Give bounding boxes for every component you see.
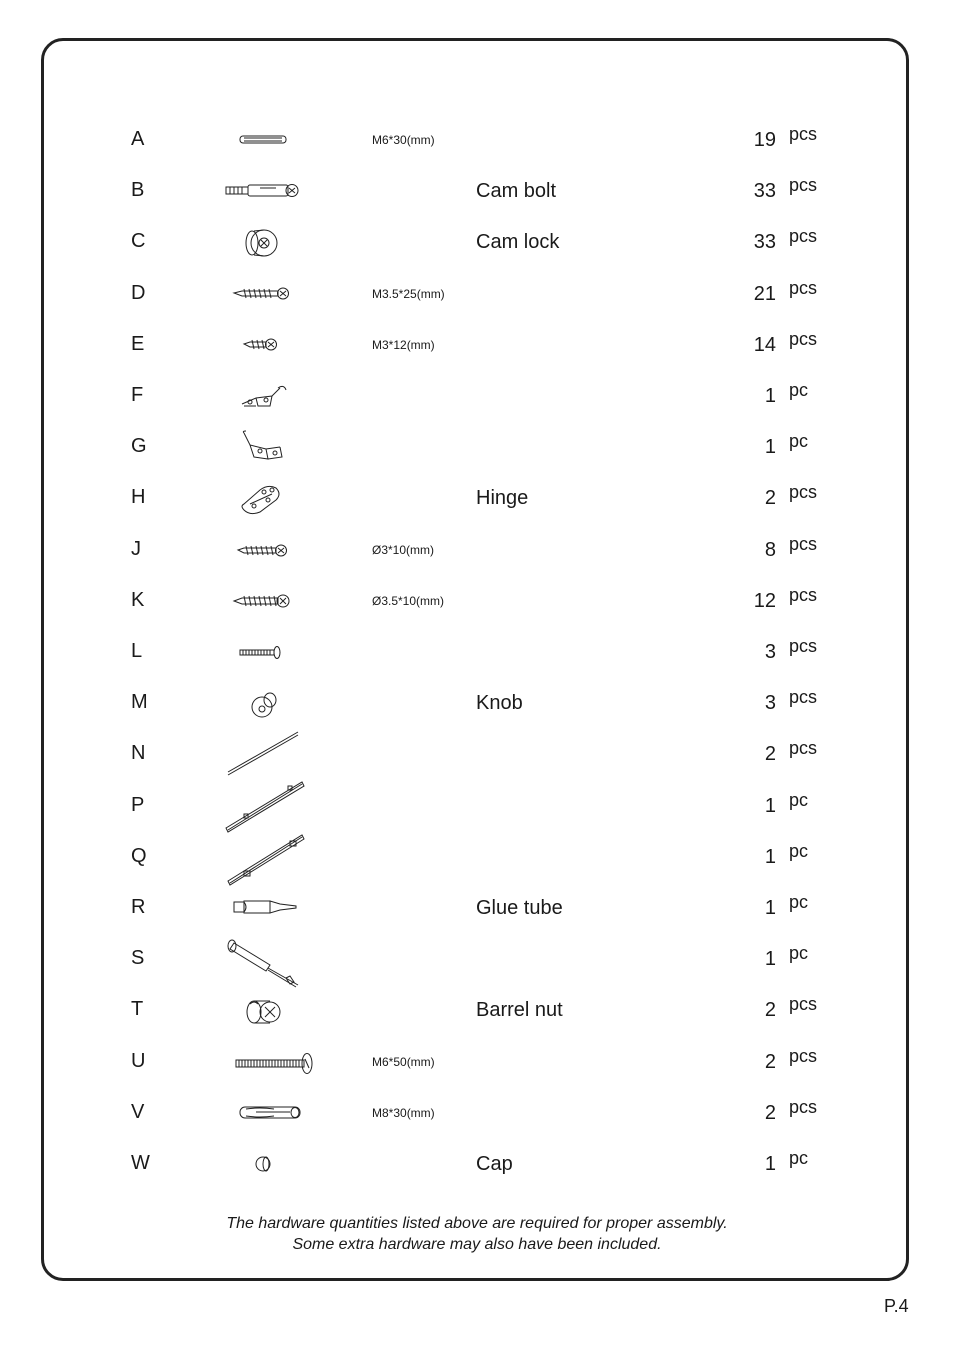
part-quantity: 1 — [764, 897, 776, 919]
hardware-row — [0, 888, 954, 928]
part-letter: C — [131, 230, 146, 253]
part-quantity: 8 — [764, 538, 776, 561]
hardware-row — [0, 171, 954, 211]
part-unit: pcs — [789, 994, 818, 1015]
part-unit: pcs — [789, 584, 818, 605]
barrel-nut-icon — [220, 990, 315, 1030]
part-quantity: 1 — [764, 385, 776, 407]
part-unit: pc — [789, 943, 809, 964]
hardware-row — [0, 786, 954, 826]
part-unit: pcs — [789, 533, 818, 554]
knob-icon — [220, 683, 315, 723]
cam-lock-icon — [220, 222, 315, 262]
part-unit: pcs — [789, 687, 818, 708]
part-spec: Ø3*10(mm) — [372, 542, 435, 557]
screw-j-icon — [220, 530, 315, 570]
bracket-g-icon — [220, 427, 315, 467]
part-name: Cam bolt — [476, 180, 557, 203]
part-spec: M6*30(mm) — [372, 133, 435, 147]
part-spec: M6*50(mm) — [372, 1054, 435, 1069]
part-unit: pcs — [789, 124, 818, 144]
part-letter: J — [131, 537, 141, 560]
part-quantity: 2 — [764, 1050, 776, 1073]
part-quantity: 3 — [764, 692, 776, 715]
rod-icon — [220, 734, 315, 774]
part-unit: pcs — [789, 738, 818, 759]
part-letter: E — [131, 332, 145, 355]
part-quantity: 2 — [764, 487, 776, 510]
hardware-row — [0, 427, 954, 467]
part-quantity: 1 — [764, 436, 776, 459]
large-dowel-icon — [220, 1093, 315, 1133]
part-letter: D — [131, 281, 146, 304]
part-name: Cam lock — [476, 231, 560, 254]
hardware-row — [0, 325, 954, 365]
part-quantity: 19 — [753, 129, 776, 151]
part-name: Barrel nut — [476, 999, 563, 1022]
hardware-row — [0, 120, 954, 160]
part-spec: M3*12(mm) — [372, 337, 435, 352]
part-letter: S — [131, 947, 145, 970]
hinge-icon — [220, 478, 315, 518]
hardware-row — [0, 632, 954, 672]
hardware-row — [0, 274, 954, 314]
part-letter: M — [131, 691, 148, 714]
part-letter: V — [131, 1100, 145, 1123]
part-quantity: 1 — [764, 794, 776, 817]
part-quantity: 1 — [764, 845, 776, 868]
hardware-row — [0, 683, 954, 723]
part-unit: pc — [789, 431, 809, 452]
part-quantity: 1 — [764, 1153, 776, 1175]
assembly-note-line-1: The hardware quantities listed above are required for proper assembly. — [226, 1215, 728, 1232]
wood-dowel-icon — [220, 120, 315, 160]
part-letter: W — [131, 1152, 150, 1174]
part-unit: pcs — [789, 636, 818, 656]
part-quantity: 2 — [764, 1101, 776, 1124]
part-quantity: 3 — [764, 641, 776, 663]
part-unit: pc — [789, 789, 809, 810]
part-letter: N — [131, 742, 146, 765]
part-unit: pcs — [789, 1045, 818, 1066]
part-letter: G — [131, 435, 147, 458]
screw-k-icon — [220, 581, 315, 621]
machine-screw-icon — [220, 632, 315, 672]
part-letter: A — [131, 128, 145, 150]
part-letter: K — [131, 588, 145, 611]
cap-icon — [220, 1144, 315, 1184]
bracket-f-icon — [220, 376, 315, 416]
part-unit: pc — [789, 1148, 809, 1168]
part-letter: B — [131, 179, 145, 202]
part-letter: H — [131, 486, 146, 509]
glue-tube-icon — [220, 888, 315, 928]
hardware-row — [0, 530, 954, 570]
part-letter: L — [131, 640, 143, 662]
part-quantity: 14 — [753, 333, 776, 356]
part-unit: pcs — [789, 1096, 818, 1117]
part-name: Hinge — [476, 487, 529, 510]
long-bolt-icon — [220, 1042, 315, 1082]
rail-q-icon — [220, 837, 315, 877]
hardware-row — [0, 376, 954, 416]
part-name: Cap — [476, 1153, 513, 1175]
part-letter: P — [131, 793, 145, 816]
part-spec: M8*30(mm) — [372, 1105, 435, 1120]
part-quantity: 2 — [764, 999, 776, 1022]
short-screw-icon — [220, 325, 315, 365]
hardware-row — [0, 478, 954, 518]
rail-p-icon — [220, 786, 315, 826]
part-unit: pc — [789, 840, 809, 861]
part-spec: M3.5*25(mm) — [372, 286, 445, 301]
screwdriver-icon — [220, 939, 315, 979]
page-number: P.4 — [884, 1296, 909, 1316]
part-letter: R — [131, 896, 146, 918]
part-unit: pcs — [789, 482, 818, 503]
part-unit: pc — [789, 892, 809, 912]
wood-screw-icon — [220, 274, 315, 314]
part-name: Glue tube — [476, 897, 563, 919]
part-unit: pcs — [789, 277, 818, 298]
part-letter: U — [131, 1049, 146, 1072]
hardware-row — [0, 581, 954, 621]
part-quantity: 21 — [753, 282, 776, 305]
part-unit: pcs — [789, 328, 818, 349]
part-unit: pcs — [789, 175, 818, 196]
part-quantity: 2 — [764, 743, 776, 766]
part-spec: Ø3.5*10(mm) — [372, 593, 445, 608]
part-quantity: 33 — [753, 180, 776, 203]
part-quantity: 33 — [753, 231, 776, 254]
hardware-row — [0, 1144, 954, 1184]
part-quantity: 1 — [764, 948, 776, 971]
part-letter: Q — [131, 844, 147, 867]
part-letter: F — [131, 384, 144, 406]
cam-bolt-icon — [220, 171, 315, 211]
part-unit: pcs — [789, 226, 818, 247]
hardware-row — [0, 939, 954, 979]
hardware-row — [0, 1093, 954, 1133]
part-name: Knob — [476, 692, 523, 715]
hardware-row — [0, 1042, 954, 1082]
hardware-row — [0, 222, 954, 262]
assembly-note-line-2: Some extra hardware may also have been included. — [292, 1236, 662, 1253]
hardware-row — [0, 990, 954, 1030]
part-unit: pc — [789, 380, 809, 400]
hardware-row — [0, 734, 954, 774]
hardware-row — [0, 837, 954, 877]
part-letter: T — [131, 998, 144, 1021]
part-quantity: 12 — [753, 589, 776, 612]
